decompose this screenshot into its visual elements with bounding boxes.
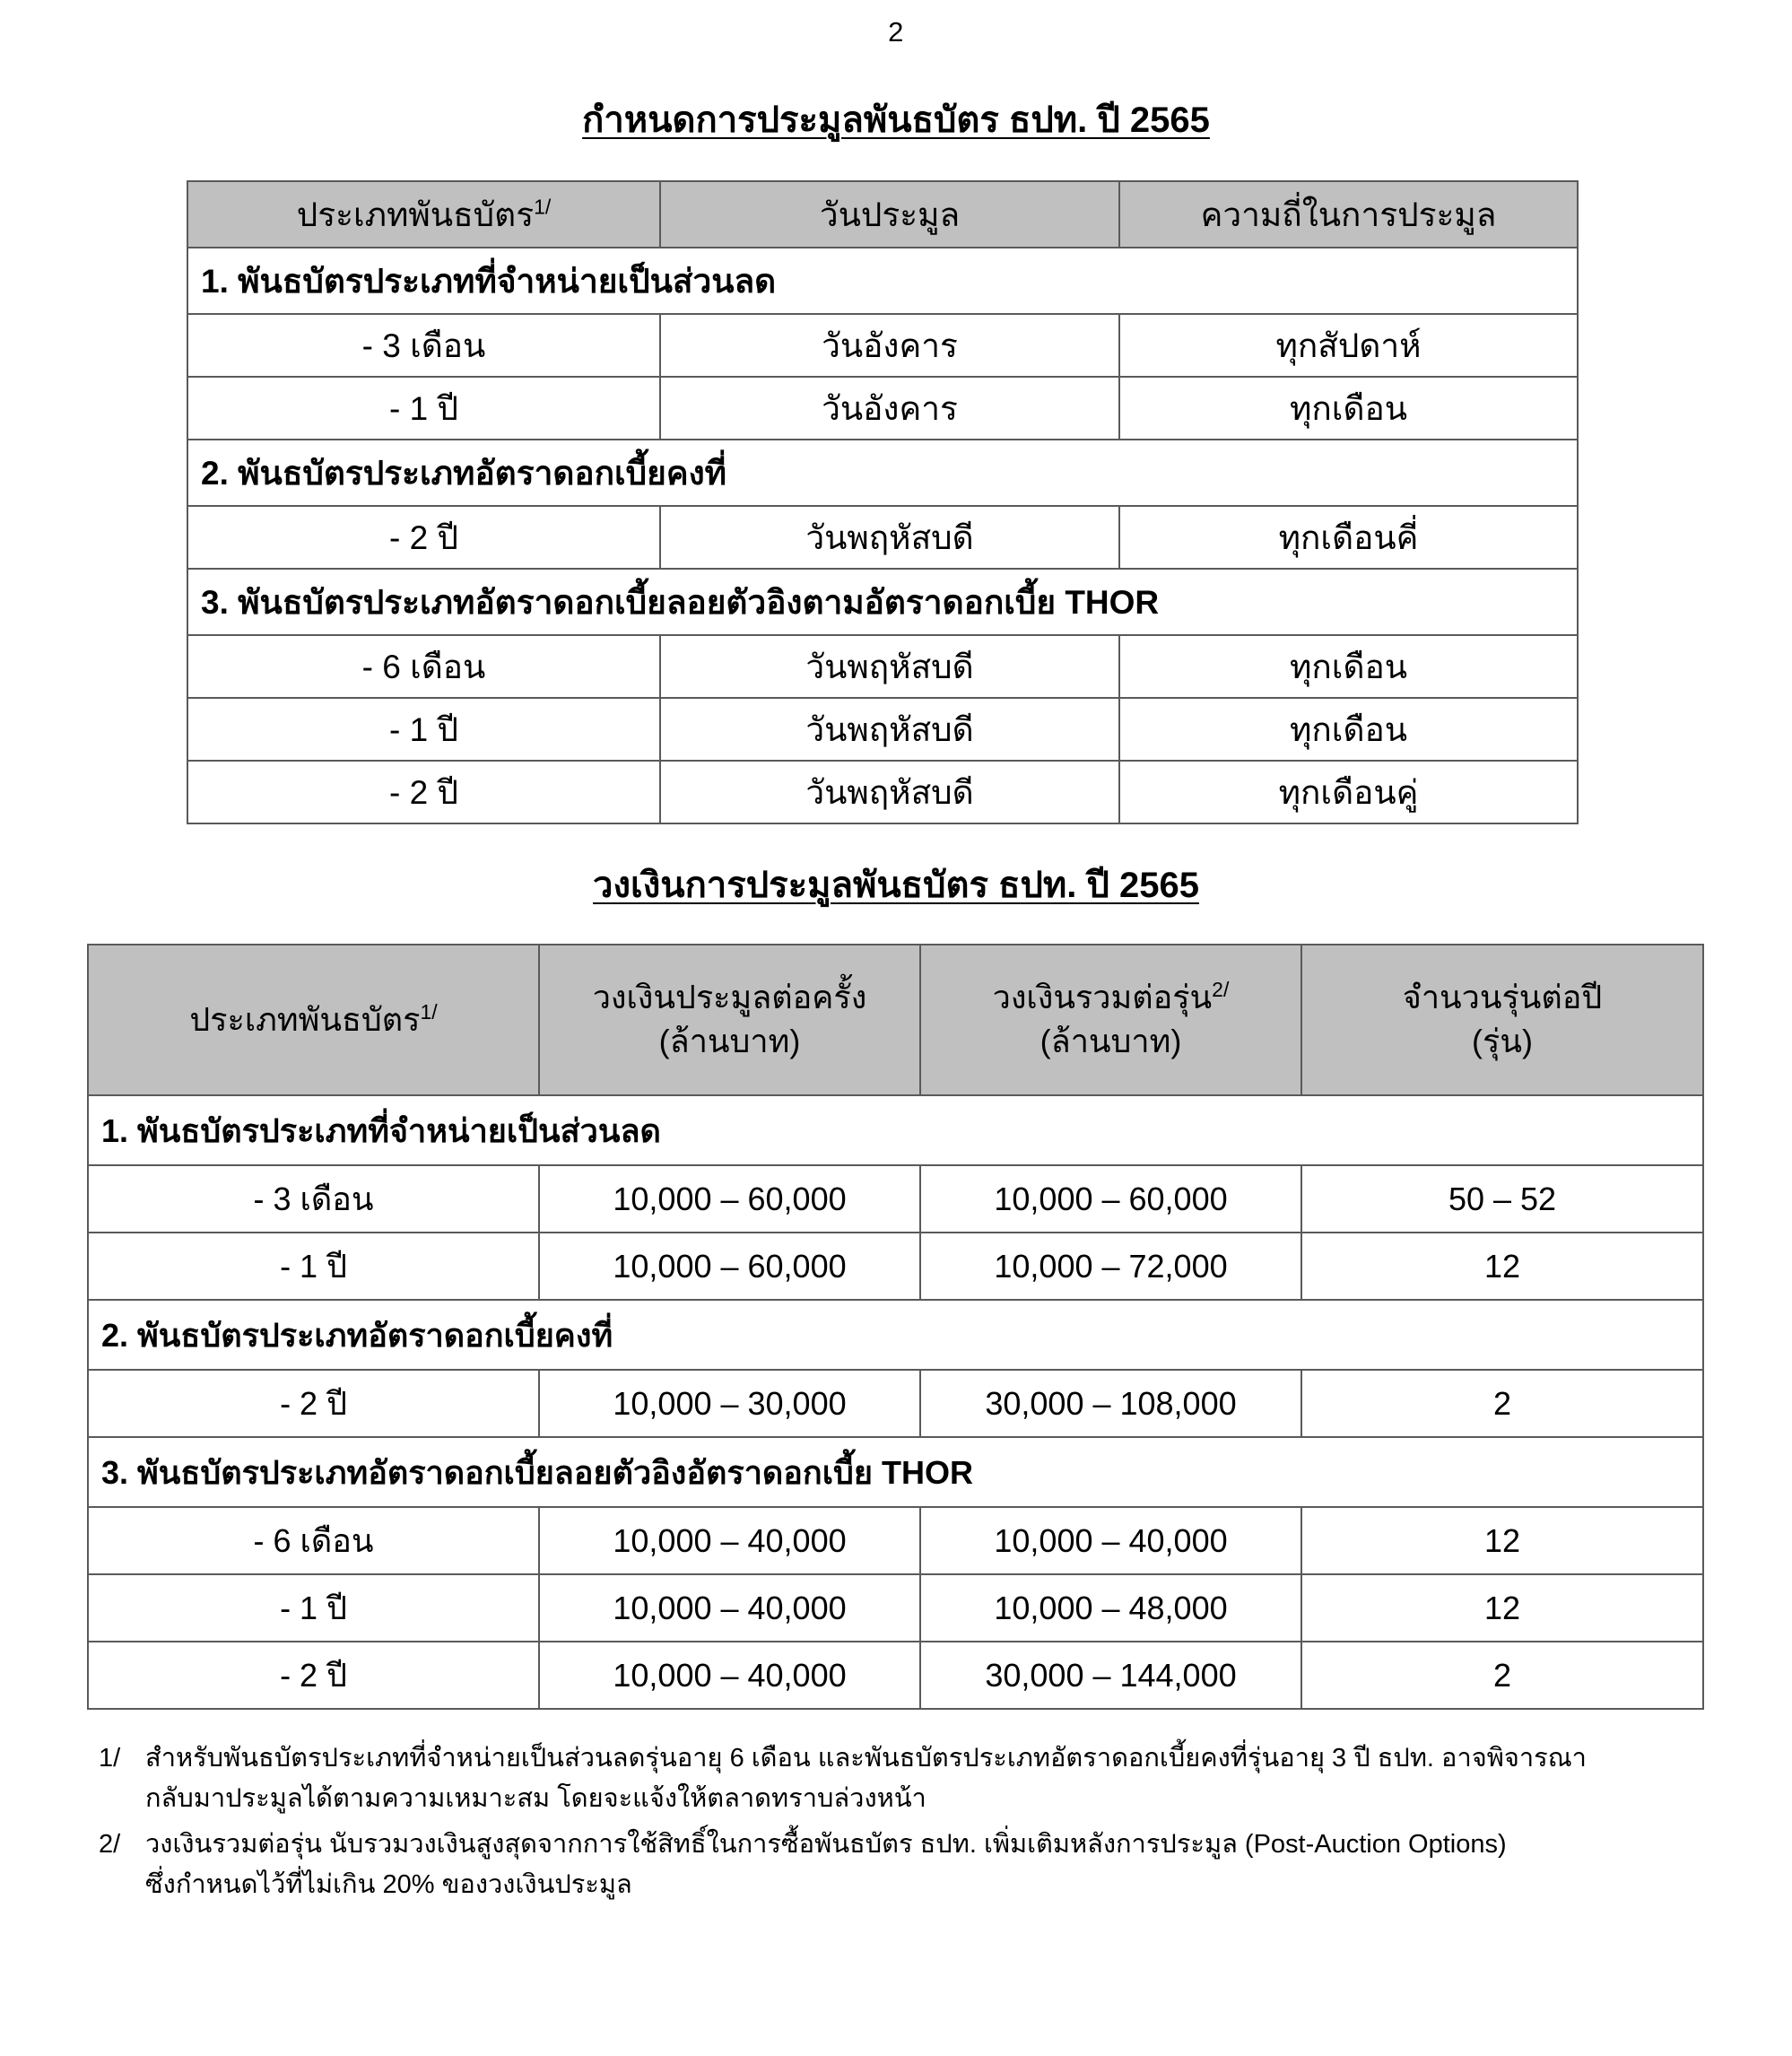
table-row (88, 1233, 1703, 1300)
cell-series-per-year: 12 (1301, 1233, 1703, 1300)
cell-frequency: ทุกเดือน (1119, 698, 1578, 761)
table-header-row (187, 181, 1578, 248)
cell-series-per-year: 12 (1301, 1574, 1703, 1642)
cell-amount-per-series: 10,000 – 60,000 (920, 1165, 1301, 1233)
cell-amount-per-auction: 10,000 – 40,000 (539, 1507, 920, 1574)
table-group-row (187, 440, 1578, 506)
table-row (187, 698, 1578, 761)
amount-title-text: วงเงินการประมูลพันธบัตร ธปท. ปี 2565 (593, 866, 1199, 905)
cell-amount-per-auction: 10,000 – 40,000 (539, 1574, 920, 1642)
table-group-row (88, 1437, 1703, 1507)
cell-series-per-year: 2 (1301, 1370, 1703, 1437)
column-header-series-per-year-line1: จำนวนรุ่นต่อปี (1402, 979, 1603, 1016)
column-header-bond-type (187, 181, 660, 248)
auction-schedule-table (187, 180, 1579, 824)
cell-bond-type: - 2 ปี (88, 1642, 539, 1709)
cell-amount-per-series: 10,000 – 48,000 (920, 1574, 1301, 1642)
group-label: 1. พันธบัตรประเภทที่จำหน่ายเป็นส่วนลด (88, 1095, 1703, 1165)
cell-bond-type: - 3 เดือน (187, 314, 660, 377)
footnote-1 (99, 1738, 1713, 1819)
cell-series-per-year: 50 – 52 (1301, 1165, 1703, 1233)
cell-amount-per-auction: 10,000 – 60,000 (539, 1233, 920, 1300)
footnote-2-line-2: ซึ่งกำหนดไว้ที่ไม่เกิน 20% ของวงเงินประมูล (145, 1869, 632, 1899)
cell-amount-per-auction: 10,000 – 60,000 (539, 1165, 920, 1233)
cell-bond-type: - 1 ปี (187, 377, 660, 440)
table-group-row (88, 1095, 1703, 1165)
cell-bond-type: - 6 เดือน (187, 635, 660, 698)
column-header-amount-per-series (920, 945, 1301, 1095)
table-group-row (187, 248, 1578, 314)
cell-bond-type: - 2 ปี (187, 506, 660, 569)
cell-auction-day: วันพฤหัสบดี (660, 698, 1119, 761)
cell-auction-day: วันพฤหัสบดี (660, 635, 1119, 698)
footnote-1-body (145, 1738, 1713, 1819)
column-header-amount-per-auction-line1: วงเงินประมูลต่อครั้ง (592, 979, 867, 1016)
table-row (88, 1642, 1703, 1709)
cell-amount-per-series: 10,000 – 72,000 (920, 1233, 1301, 1300)
column-header-amount-per-auction (539, 945, 920, 1095)
cell-auction-day: วันอังคาร (660, 377, 1119, 440)
column-header-amount-per-series-line1: วงเงินรวมต่อรุ่น (992, 979, 1213, 1016)
footnote-1-line-1: สำหรับพันธบัตรประเภทที่จำหน่ายเป็นส่วนลดรุ่นอายุ 6 เดือน และพันธบัตรประเภทอัตราดอกเบี้ยคงที่รุ่นอายุ 3 ปี ธปท. อาจพิจารณา (145, 1744, 1587, 1773)
column-header-series-per-year (1301, 945, 1703, 1095)
cell-series-per-year: 2 (1301, 1642, 1703, 1709)
cell-bond-type: - 3 เดือน (88, 1165, 539, 1233)
schedule-title-text: กำหนดการประมูลพันธบัตร ธปท. ปี 2565 (582, 100, 1210, 140)
column-header-amount-per-auction-line2: (ล้านบาท) (658, 1023, 801, 1059)
group-label: 3. พันธบัตรประเภทอัตราดอกเบี้ยลอยตัวอิงตามอัตราดอกเบี้ย THOR (187, 569, 1578, 635)
table-row (187, 506, 1578, 569)
cell-bond-type: - 1 ปี (187, 698, 660, 761)
footnote-ref-2: 2/ (1212, 978, 1230, 1002)
column-header-series-per-year-line2: (รุ่น) (1472, 1023, 1533, 1059)
cell-bond-type: - 2 ปี (187, 761, 660, 823)
footnote-ref-1: 1/ (420, 999, 438, 1024)
footnotes (99, 1738, 1713, 1905)
footnote-2 (99, 1825, 1713, 1905)
table-row (187, 314, 1578, 377)
column-header-amount-per-series-line2: (ล้านบาท) (1040, 1023, 1182, 1059)
group-label: 3. พันธบัตรประเภทอัตราดอกเบี้ยลอยตัวอิงอัตราดอกเบี้ย THOR (88, 1437, 1703, 1507)
table-group-row (187, 569, 1578, 635)
cell-bond-type: - 1 ปี (88, 1233, 539, 1300)
table-row (88, 1165, 1703, 1233)
cell-auction-day: วันพฤหัสบดี (660, 506, 1119, 569)
schedule-section-title (0, 102, 1792, 138)
footnote-1-marker: 1/ (99, 1744, 121, 1773)
cell-amount-per-auction: 10,000 – 40,000 (539, 1642, 920, 1709)
table-row (187, 635, 1578, 698)
cell-auction-day: วันอังคาร (660, 314, 1119, 377)
cell-frequency: ทุกเดือน (1119, 635, 1578, 698)
table-header-row (88, 945, 1703, 1095)
cell-amount-per-auction: 10,000 – 30,000 (539, 1370, 920, 1437)
amount-section-title (0, 867, 1792, 903)
column-header-auction-day: วันประมูล (660, 181, 1119, 248)
footnote-ref-1: 1/ (534, 195, 552, 219)
cell-series-per-year: 12 (1301, 1507, 1703, 1574)
table-row (88, 1507, 1703, 1574)
footnote-2-line-1: วงเงินรวมต่อรุ่น นับรวมวงเงินสูงสุดจากการใช้สิทธิ์ในการซื้อพันธบัตร ธปท. เพิ่มเติมหลังการประมูล (Post-Auction Options) (145, 1829, 1507, 1859)
cell-auction-day: วันพฤหัสบดี (660, 761, 1119, 823)
cell-frequency: ทุกสัปดาห์ (1119, 314, 1578, 377)
column-header-bond-type (88, 945, 539, 1095)
footnote-2-body (145, 1825, 1713, 1905)
group-label: 2. พันธบัตรประเภทอัตราดอกเบี้ยคงที่ (187, 440, 1578, 506)
column-header-bond-type-label: ประเภทพันธบัตร (296, 196, 535, 233)
table-row (88, 1574, 1703, 1642)
table-row (187, 377, 1578, 440)
page-number: 2 (888, 16, 904, 48)
group-label: 2. พันธบัตรประเภทอัตราดอกเบี้ยคงที่ (88, 1300, 1703, 1370)
table-row (187, 761, 1578, 823)
auction-amount-table (87, 944, 1704, 1710)
cell-amount-per-series: 30,000 – 144,000 (920, 1642, 1301, 1709)
table-group-row (88, 1300, 1703, 1370)
footnote-1-line-2: กลับมาประมูลได้ตามความเหมาะสม โดยจะแจ้งให้ตลาดทราบล่วงหน้า (145, 1783, 926, 1813)
table-row (88, 1370, 1703, 1437)
cell-amount-per-series: 30,000 – 108,000 (920, 1370, 1301, 1437)
footnote-2-marker: 2/ (99, 1829, 121, 1859)
cell-bond-type: - 6 เดือน (88, 1507, 539, 1574)
cell-bond-type: - 1 ปี (88, 1574, 539, 1642)
cell-bond-type: - 2 ปี (88, 1370, 539, 1437)
cell-frequency: ทุกเดือนคี่ (1119, 506, 1578, 569)
group-label: 1. พันธบัตรประเภทที่จำหน่ายเป็นส่วนลด (187, 248, 1578, 314)
cell-amount-per-series: 10,000 – 40,000 (920, 1507, 1301, 1574)
cell-frequency: ทุกเดือน (1119, 377, 1578, 440)
column-header-bond-type-label: ประเภทพันธบัตร (189, 1000, 421, 1038)
cell-frequency: ทุกเดือนคู่ (1119, 761, 1578, 823)
column-header-frequency: ความถี่ในการประมูล (1119, 181, 1578, 248)
